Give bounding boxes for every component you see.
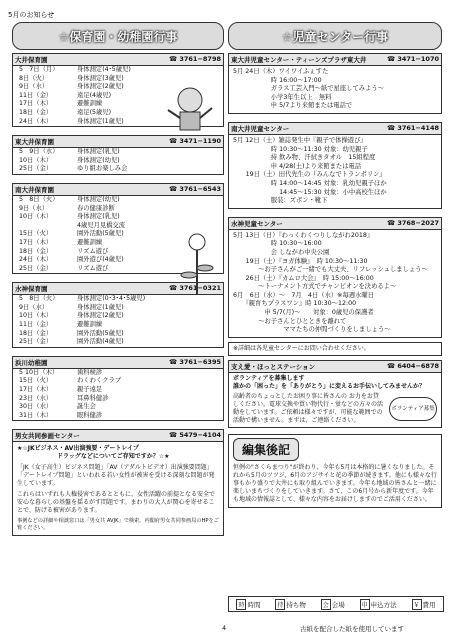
event-row: ～お子さんとひとときを離れて: [233, 317, 347, 325]
section-tel: ☎ 3761−8798: [169, 55, 221, 63]
event-row: [13, 66, 223, 75]
gender-p2: これらはいずれも人権侵害であるとともに、女性活躍の前提となる安全で安心な暮らしの基盤を揺るがす問題です。まわりの大人が関心を寄せることで、防げる被害があります。: [17, 491, 216, 515]
legend-item: [412, 599, 436, 610]
nursery-section: [12, 356, 224, 422]
section-name: 浜川幼稚園: [15, 358, 48, 367]
legend-label: 時間: [247, 600, 261, 609]
section-tel: ☎ 3761−0321: [169, 284, 221, 293]
support-title: ボランティアを募集します: [233, 374, 305, 382]
event-row: [13, 412, 223, 421]
event-text: 身体測定(0･3･4･5歳児): [77, 295, 146, 303]
event-text: 身体測定(1歳児): [77, 303, 124, 311]
event-text: 身体測定(幼児): [77, 156, 120, 164]
section-name: 東大井保育園: [15, 138, 54, 147]
event-date: 25日（金）: [19, 264, 53, 272]
recycle-note: 古紙を配合した紙を使用しています: [300, 625, 404, 633]
event-row: [13, 213, 223, 222]
suijin-children-center: 水神児童センター ☎ 3768−2027 5月 13日（日）『わっくわくつりしながわ2018』 時 10:30～16:00 会 しながわ中央公園 19日（土）『ヨガ体験』 時 10:30～11:30 ～お子さんがご一緒でも大丈夫、リフレッシュしましょう～ 26日（土）『カムロ大会』 時 15:00～16:00 ～トーナメント方式でチャンピオンを決めるよ～ 6月 6日（水）～ 7月 4日（水）※毎週水曜日 『親育ちプラスワン』時 10:30～12:00 申 5/7(月)～ 対象：0歳児の保護者 ～お子さんとひとときを離れて ママたちの仲間づくりをしましょう～: [228, 217, 442, 338]
event-date: 17日（木）: [19, 386, 53, 394]
event-date: 30日（水）: [19, 403, 53, 411]
event-text: 親子遠足: [77, 386, 103, 394]
gender-equality-center: [12, 429, 224, 536]
event-date: 18日（金）: [19, 329, 53, 337]
event-row: [13, 312, 223, 321]
legend-icon: 会: [321, 599, 331, 610]
legend-item: [236, 599, 260, 610]
event-row: [13, 338, 223, 347]
legend-label: 費用: [422, 600, 436, 609]
event-text: 身体測定(4･5歳児): [77, 66, 131, 73]
support-lead: 誰かの「困った」を「ありがとう」に変えるお手伝いしてみませんか？: [233, 382, 426, 390]
event-row: 時 10:30～16:00: [233, 240, 322, 248]
event-date: 5 8日（火）: [19, 295, 59, 303]
section-name: 男女共同参画センター: [15, 432, 80, 441]
event-date: 9日（水）: [19, 303, 49, 311]
children-center-note: ※詳細は各児童センターにお問い合わせください。: [228, 342, 442, 356]
event-date: 24日（木）: [19, 117, 53, 125]
event-row: 申 5/7(月)～ 対象：0歳児の保護者: [233, 309, 374, 317]
event-date: 9日（水）: [19, 83, 49, 91]
legend-item: [275, 599, 306, 610]
event-row: [13, 205, 223, 214]
event-text: 避難訓練: [77, 100, 103, 108]
editor-note: [228, 434, 442, 508]
event-row: [13, 403, 223, 412]
event-row: 時 16:00～17:00: [233, 76, 322, 84]
event-text: 園外活動(4歳児): [77, 338, 124, 346]
event-text: 誕生会: [77, 403, 96, 411]
event-text: リズム遊び: [77, 247, 109, 255]
event-row: 19日（土）田代先生の『みんなでトランポリン』: [233, 171, 386, 179]
legend-icon: ￥: [412, 599, 422, 610]
event-date: 11日（金）: [19, 321, 53, 329]
event-row: 持 飲み物、汗拭きタオル 15組程度: [233, 154, 376, 162]
flower-illustration-icon: [175, 230, 220, 300]
event-text: 眼科健診: [77, 411, 103, 419]
event-row: [13, 377, 223, 386]
legend-label: 申込方法: [370, 600, 397, 609]
event-text: 4歳児月見橋交流: [77, 221, 126, 229]
nursery-section: [12, 135, 224, 175]
event-row: [13, 395, 223, 404]
event-row: 14:45～15:30 対象：小中高校生ほか: [233, 188, 387, 196]
gender-note: 事例などの詳細や相談窓口は「男女共 AVJK」で検索。内閣府男女共同参画局のHPをご覧ください。: [17, 518, 219, 532]
event-date: 17日（木）: [19, 238, 53, 246]
event-date: 18日（金）: [19, 108, 53, 116]
event-date: 11日（金）: [19, 91, 53, 99]
event-text: 遠足(4歳児): [77, 91, 112, 99]
event-text: 園外活動(5歳児): [77, 230, 124, 238]
event-row: ママたちの仲間づくりをしましょう～: [233, 326, 391, 334]
event-row: [13, 196, 223, 205]
event-date: 10日（木）: [19, 213, 53, 221]
support-station: 支え愛・ほっとステーション ☎ 6404−6878 ボランティアを募集します 誰かの「困った」を「ありがとう」に変えるお手伝いしてみませんか？ 高齢者のちょっとしたお困り事に皆さんの お力をお貸しください。電球交換や買い物代行・蛍などの方々の活動をしています。ご依頼は様々ですが、可能な範囲での活動で構いません。まずは、ご連絡ください。 ボランティア募集: [228, 360, 442, 428]
section-tel: ☎ 3761−6395: [169, 357, 221, 366]
editor-title: 編集後記: [233, 438, 299, 461]
legend-label: 持ち物: [286, 600, 306, 609]
page-header: 5月のお知らせ: [8, 11, 55, 19]
right-column: [228, 22, 442, 508]
event-row: 26日（土）『カムロ大会』 時 15:00～16:00: [233, 274, 374, 282]
section-tel: ☎ 5479−4104: [169, 431, 221, 440]
section-tel: ☎ 3471−1190: [169, 137, 221, 146]
icon-legend: [228, 596, 444, 612]
gender-p1: 「JK（女子高生）ビジネス問題」「AV（アダルトビデオ）出演強要問題」「デートレイプ問題」といわれる若い女性が被害を受ける深刻な問題が発生しています。: [17, 464, 215, 488]
event-text: 身体測定(2歳児): [77, 312, 124, 320]
event-date: 18日（金）: [19, 247, 53, 255]
event-text: 園外活動(5歳児): [77, 329, 124, 337]
event-row: 会 しながわ中央公園: [233, 248, 330, 256]
event-date: 10日（木）: [19, 312, 53, 320]
event-text: 身体測定(幼児): [77, 195, 120, 203]
legend-label: 会場: [331, 600, 345, 609]
event-date: 31日（木）: [19, 411, 53, 419]
higashioi-children-center: 東大井児童センター・ティーンズプラザ東大井 ☎ 3471−1070 5月 24日（木）ワイワイふぇすた 時 16:00～17:00 ガラス工芸入門～紙で星座してみよう～ 小学3年生以上 無料 申 5/7より来館または電話で: [228, 53, 442, 114]
event-row: [13, 321, 223, 330]
event-text: 園外遊び(4歳児): [77, 256, 124, 264]
event-row: [13, 148, 223, 157]
gender-lead1: ★☆JKビジネス・AV出演強要・デートレイプ: [17, 445, 139, 453]
event-text: 身体測定(3歳児): [77, 74, 124, 82]
event-text: リズム遊び: [77, 264, 109, 272]
event-row: 5月 12日（土）雑誌発生中『親子で体操遊び』: [233, 136, 367, 144]
event-date: 24日（木）: [19, 256, 53, 264]
event-text: 身体測定(2歳児): [77, 83, 124, 91]
legend-item: [321, 599, 345, 610]
event-row: 服装：ズボン・靴下: [233, 197, 328, 205]
event-date: 15日（火）: [19, 377, 53, 385]
legend-item: [360, 599, 397, 610]
event-date: 25日（金）: [19, 165, 53, 173]
event-text: 春の健康診断: [77, 204, 115, 212]
event-row: 19日（土）『ヨガ体験』 時 10:30～11:30: [233, 257, 368, 265]
minamioi-children-center: 南大井児童センター ☎ 3761−4148 5月 12日（土）雑誌発生中『親子で体操遊び』 時 10:30～11:30 対象：幼児親子 持 飲み物、汗拭きタオル 15組程度 申 4/28(土)より来館または電話 19日（土）田代先生の『みんなでトランポリン』 時 14:00～14:45 対象：乳幼児親子ほか 14:45～15:30 対象：小中高校生ほか 服装：ズボン・靴下: [228, 122, 442, 209]
event-text: 遠足(5歳児): [77, 108, 112, 116]
legend-icon: 申: [360, 599, 370, 610]
event-row: 時 14:00～14:45 対象：乳幼児親子ほか: [233, 179, 387, 187]
event-date: 15日（火）: [19, 230, 53, 238]
event-date: 9日（水）: [19, 204, 49, 212]
event-row: [13, 386, 223, 395]
event-row: [13, 165, 223, 174]
event-date: 5 7日（月）: [19, 66, 59, 73]
event-row: ～お子さんがご一緒でも大丈夫、リフレッシュしましょう～: [233, 266, 428, 274]
event-date: 23日（水）: [19, 394, 53, 402]
event-text: 避難訓練: [77, 321, 103, 329]
event-row: ガラス工芸入門～紙で星座してみよう～: [233, 85, 384, 93]
section-tel: ☎ 3761−6543: [169, 184, 221, 193]
section-name: 水神保育園: [15, 285, 48, 294]
event-date: 17日（木）: [19, 100, 53, 108]
event-text: 歯科検診: [77, 368, 103, 376]
event-text: わくわくクラブ: [77, 377, 122, 385]
event-row: ～トーナメント方式でチャンピオンを決めるよ～: [233, 283, 397, 291]
page-number: 4: [222, 624, 227, 632]
event-text: 耳鼻科健診: [77, 394, 109, 402]
legend-icon: 持: [275, 599, 285, 610]
event-text: ゆり組お楽しみ会: [77, 165, 128, 173]
event-row: 小学3年生以上 無料: [233, 93, 332, 101]
event-text: 身体測定(乳児): [77, 148, 120, 156]
nursery-banner: ☆保育園・幼稚園行事: [12, 22, 224, 50]
event-date: 5 9日（水）: [19, 148, 59, 156]
event-date: 25日（金）: [19, 338, 53, 346]
event-row: 申 5/7より来館または電話で: [233, 102, 353, 110]
support-body: 高齢者のちょっとしたお困り事に皆さんの お力をお貸しください。電球交換や買い物代行・蛍などの方々の活動をしています。ご依頼は様々ですが、可能な範囲での活動で構いません。まずは、ご連絡ください。: [233, 392, 384, 424]
event-row: 6月 6日（水）～ 7月 4日（水）※毎週水曜日: [233, 291, 374, 299]
event-text: 避難訓練: [77, 238, 103, 246]
event-row: 5月 24日（木）ワイワイふぇすた: [233, 68, 329, 75]
event-date: 8日（火）: [19, 74, 49, 82]
event-row: [13, 330, 223, 339]
event-date: 5 10日（木）: [19, 368, 59, 376]
event-row: 5月 13日（日）『わっくわくつりしながわ2018』: [233, 231, 374, 239]
volunteer-badge: ボランティア募集: [389, 397, 437, 421]
event-row: 『親育ちプラスワン』時 10:30～12:00: [233, 300, 357, 308]
section-name: 大井保育園: [15, 56, 48, 64]
event-row: 時 10:30～11:30 対象：幼児親子: [233, 145, 368, 153]
children-center-banner: ☆児童センター行事: [228, 22, 442, 50]
event-text: 身体測定(乳児): [77, 213, 120, 221]
event-text: 身体測定(1歳児): [77, 117, 124, 125]
gender-lead2: ドラッグなどについてご存知ですか？☆★: [57, 453, 170, 461]
boy-illustration-icon: [160, 80, 220, 140]
editor-body: 恒例の"さくらまつり"が終わり、今年も5月は本格的に暑くなりました。それから5月のツツジ、6月のアジサイと花の季節が続きます。他にも様々な行事もかり盛りで大井にも取り組んでいきます。今年も地域の皆さんと一緒に楽しいまちづくりをしていきます。さて、この6月号から新年度です。今年も地域の情報誌として、様々な内容をお届けしますのでご活用ください。: [233, 463, 437, 503]
section-name: 南大井保育園: [15, 185, 54, 194]
event-row: 申 4/28(土)より来館または電話: [233, 162, 362, 170]
event-date: 10日（木）: [19, 156, 53, 164]
event-date: 5 8日（火）: [19, 195, 59, 203]
legend-icon: 時: [236, 599, 246, 610]
